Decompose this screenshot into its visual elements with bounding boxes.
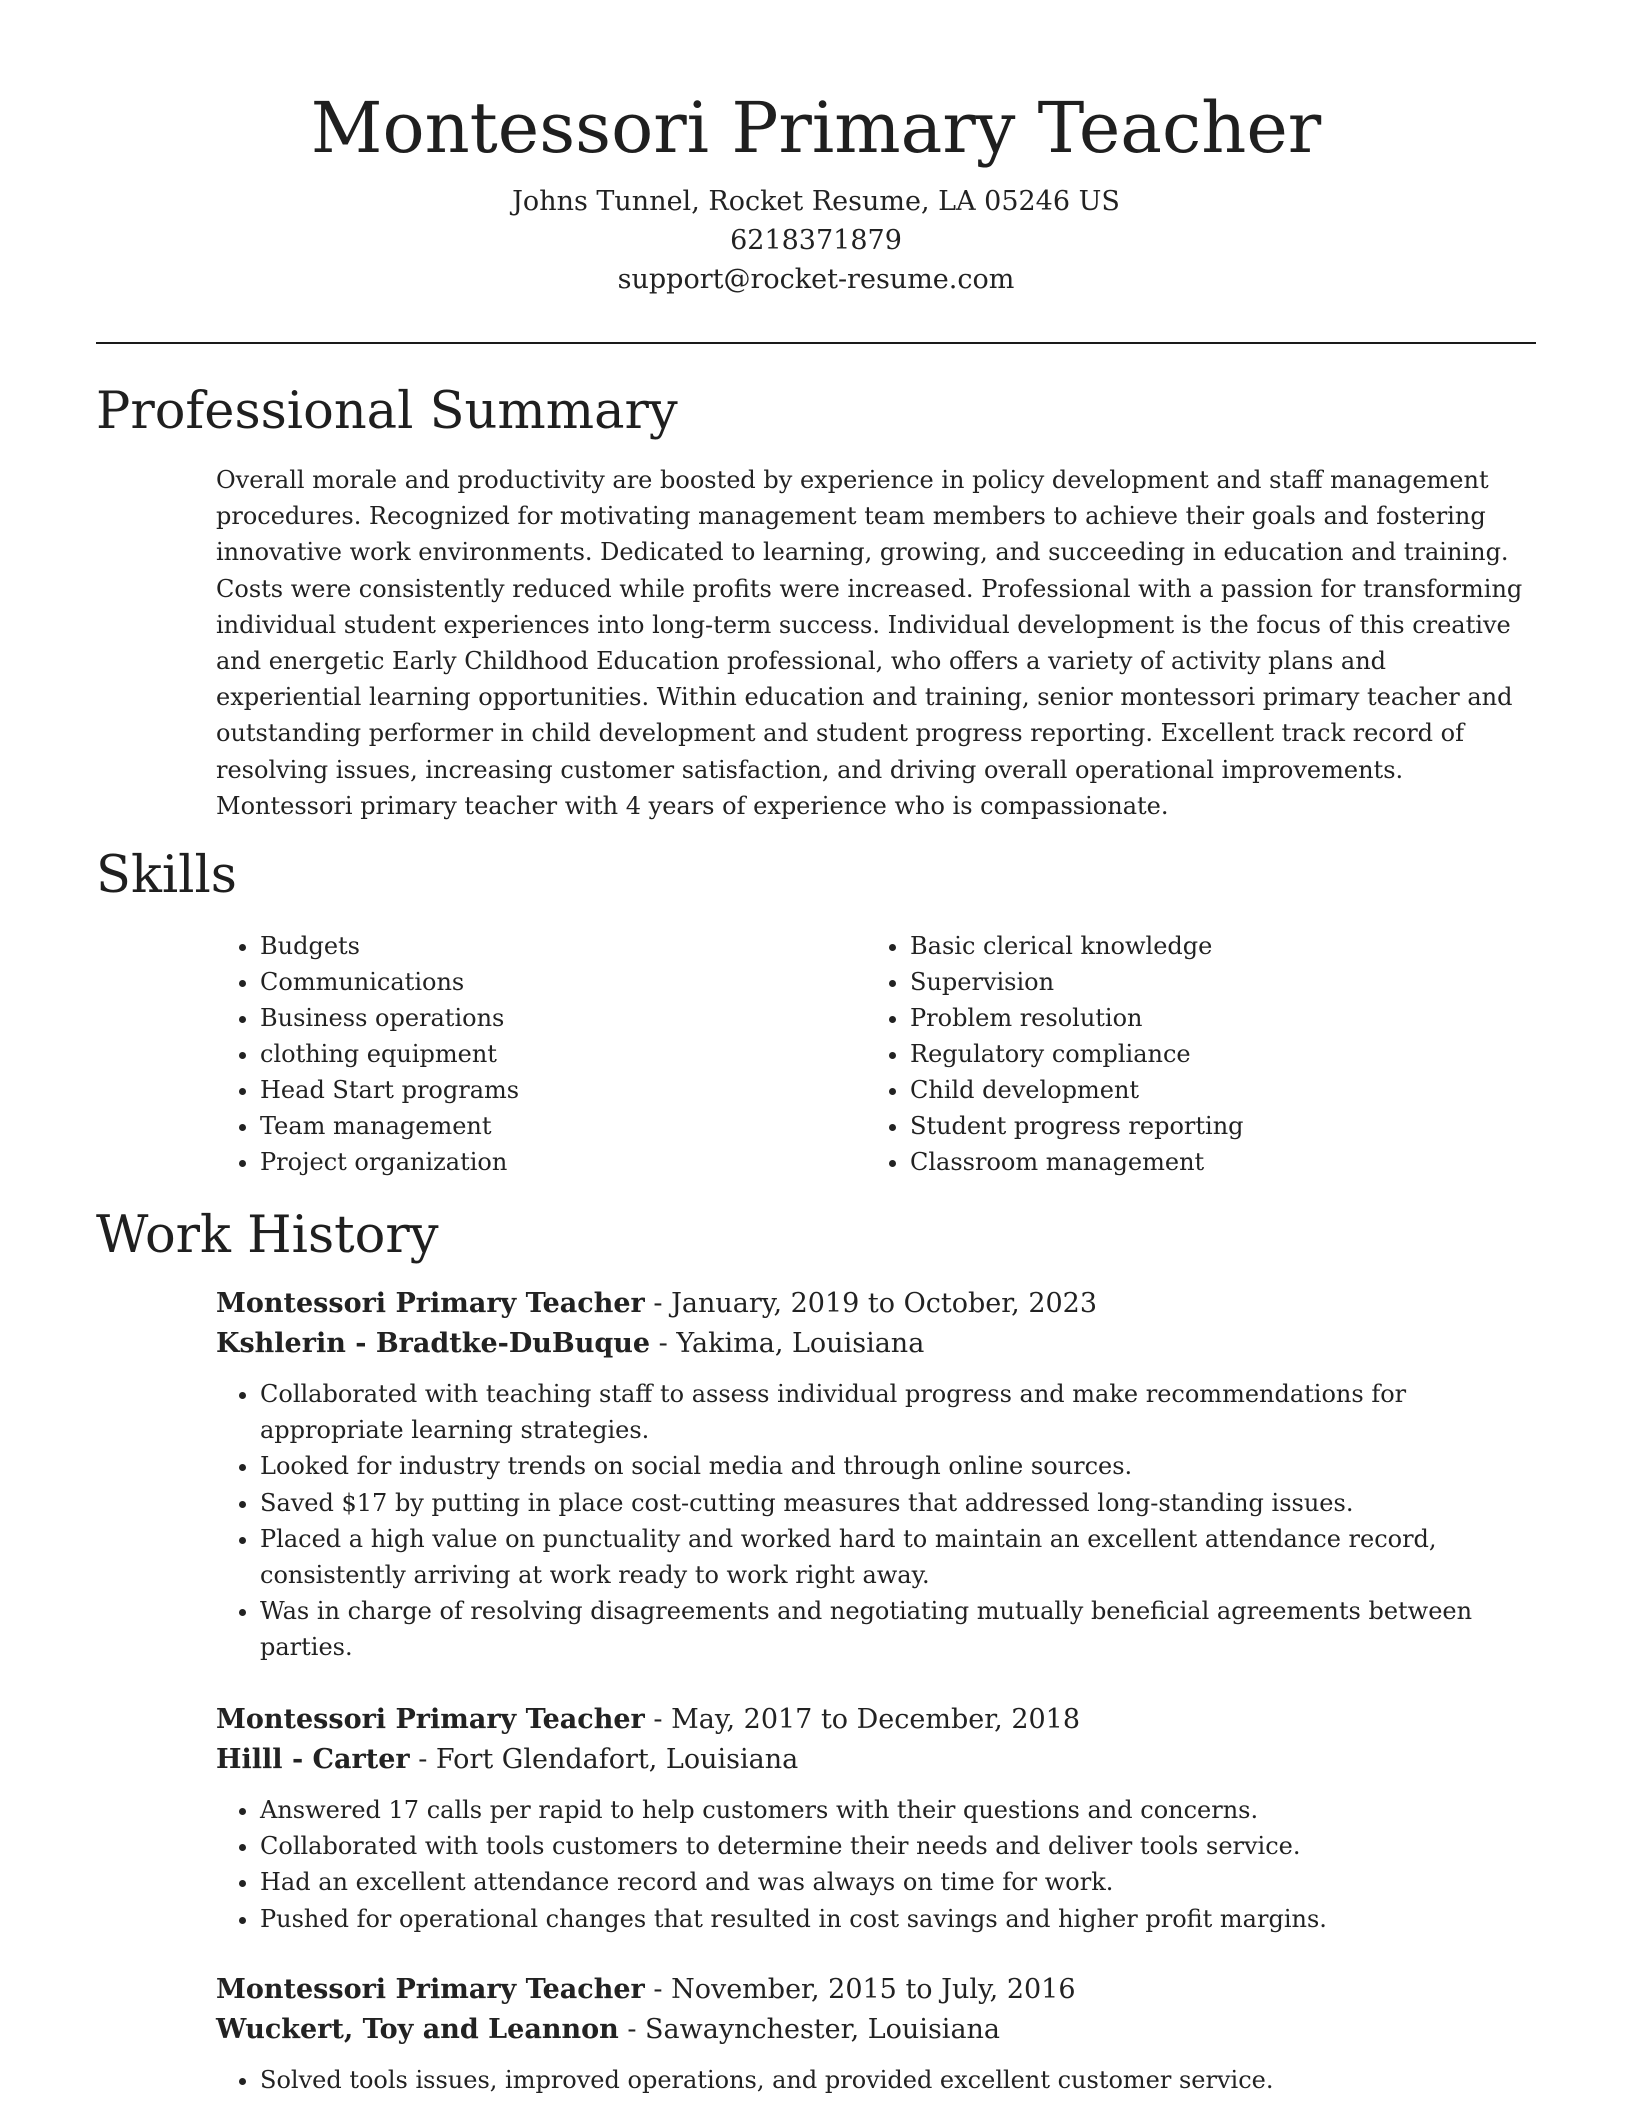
skill-item: • Team management xyxy=(260,1108,866,1144)
job-title-line xyxy=(216,1284,1536,1324)
job-bullet: • Answered 17 calls per rapid to help customers with their questions and concerns. xyxy=(260,1792,1536,1828)
skill-item: • clothing equipment xyxy=(260,1036,866,1072)
skill-item: • Project organization xyxy=(260,1144,866,1180)
job-bullet: • Was in charge of resolving disagreements and negotiating mutually beneficial agreements between parties. xyxy=(260,1593,1536,1665)
job-title-line xyxy=(216,1970,1536,2010)
skills-column-right xyxy=(866,928,1516,1180)
job-title: Montessori Primary Teacher xyxy=(216,1704,645,1735)
job-bullet: • Saved $17 by putting in place cost-cutting measures that addressed long-standing issues. xyxy=(260,1485,1536,1521)
email: support@rocket-resume.com xyxy=(617,264,1015,295)
candidate-name: Montessori Primary Teacher xyxy=(310,87,1322,169)
job-entry xyxy=(216,1284,1536,1666)
job-entry xyxy=(216,1970,1536,2098)
job-bullets xyxy=(216,2062,1536,2098)
job-dates: - May, 2017 to December, 2018 xyxy=(644,1704,1081,1735)
skill-item: • Student progress reporting xyxy=(910,1108,1516,1144)
job-company: Hilll - Carter xyxy=(216,1744,410,1775)
skill-item: • Regulatory compliance xyxy=(910,1036,1516,1072)
job-bullet: • Pushed for operational changes that resulted in cost savings and higher profit margins. xyxy=(260,1901,1536,1937)
job-entry xyxy=(216,1700,1536,1937)
job-dates: - January, 2019 to October, 2023 xyxy=(644,1288,1098,1319)
job-location: - Sawaynchester, Louisiana xyxy=(618,2014,1001,2045)
skill-item: • Basic clerical knowledge xyxy=(910,928,1516,964)
job-location: - Fort Glendafort, Louisiana xyxy=(409,1744,799,1775)
work-history-heading: Work History xyxy=(96,1206,439,1265)
skills-column-left xyxy=(216,928,866,1180)
job-dates: - November, 2015 to July, 2016 xyxy=(644,1974,1076,2005)
skill-item: • Head Start programs xyxy=(260,1072,866,1108)
address: Johns Tunnel, Rocket Resume, LA 05246 US xyxy=(512,186,1120,217)
job-company-line xyxy=(216,1740,1536,1780)
skill-item: • Problem resolution xyxy=(910,1000,1516,1036)
skill-item: • Communications xyxy=(260,964,866,1000)
job-bullet: • Solved tools issues, improved operations, and provided excellent customer service. xyxy=(260,2062,1536,2098)
job-bullet: • Collaborated with tools customers to determine their needs and deliver tools service. xyxy=(260,1828,1536,1864)
job-company: Kshlerin - Bradtke-DuBuque xyxy=(216,1328,651,1359)
job-company-line xyxy=(216,2010,1536,2050)
skill-item: • Business operations xyxy=(260,1000,866,1036)
job-bullets xyxy=(216,1792,1536,1937)
summary-text: Overall morale and productivity are boosted by experience in policy development and staff management procedures. Recognized for motivating management team members to achieve their goals and fostering innovative work environments. Dedicated to learning, growing, and succeeding in education and training. Costs were consistently reduced while profits were increased. Professional with a passion for transforming individual student experiences into long-term success. Individual development is the focus of this creative and energetic Early Childhood Education professional, who offers a variety of activity plans and experiential learning opportunities. Within education and training, senior montessori primary teacher and outstanding performer in child development and student progress reporting. Excellent track record of resolving issues, increasing customer satisfaction, and driving overall operational improvements. Montessori primary teacher with 4 years of experience who is compassionate. xyxy=(216,466,1523,820)
summary-heading: Professional Summary xyxy=(96,382,678,441)
skills-list xyxy=(216,928,1536,1180)
skill-item: • Budgets xyxy=(260,928,866,964)
job-bullet: • Looked for industry trends on social media and through online sources. xyxy=(260,1448,1536,1484)
skills-heading: Skills xyxy=(96,846,237,905)
job-title: Montessori Primary Teacher xyxy=(216,1288,645,1319)
job-company: Wuckert, Toy and Leannon xyxy=(216,2014,619,2045)
skill-item: • Supervision xyxy=(910,964,1516,1000)
job-title-line xyxy=(216,1700,1536,1740)
job-bullet: • Had an excellent attendance record and was always on time for work. xyxy=(260,1864,1536,1900)
contact-info xyxy=(96,182,1536,299)
job-bullet: • Placed a high value on punctuality and worked hard to maintain an excellent attendance record, consistently arriving at work ready to work right away. xyxy=(260,1521,1536,1593)
job-company-line xyxy=(216,1324,1536,1364)
header-divider xyxy=(96,342,1536,344)
job-bullets xyxy=(216,1376,1536,1666)
job-location: - Yakima, Louisiana xyxy=(650,1328,925,1359)
phone: 6218371879 xyxy=(730,225,902,256)
job-title: Montessori Primary Teacher xyxy=(216,1974,645,2005)
resume-header xyxy=(96,82,1536,299)
skill-item: • Child development xyxy=(910,1072,1516,1108)
skill-item: • Classroom management xyxy=(910,1144,1516,1180)
job-bullet: • Collaborated with teaching staff to assess individual progress and make recommendations for appropriate learning strategies. xyxy=(260,1376,1536,1448)
